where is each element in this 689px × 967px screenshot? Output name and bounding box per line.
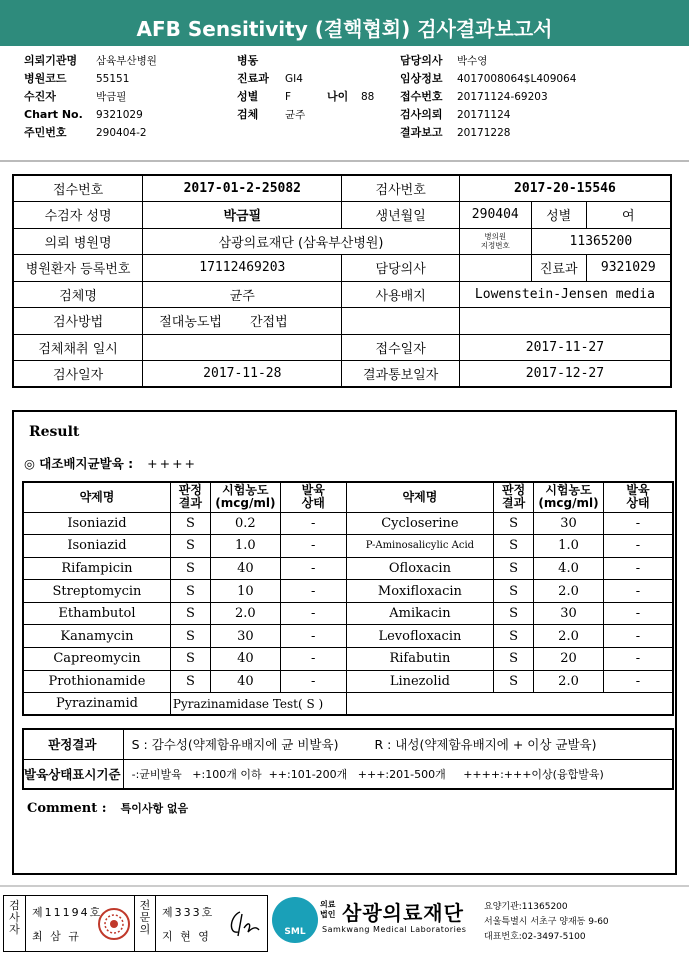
control-growth: ◎ 대조배지균발육 : ++++: [24, 456, 198, 471]
age-value: 88: [361, 91, 375, 103]
specialist-label: 전 문 의: [134, 896, 156, 951]
drug-name: Rifabutin: [346, 648, 494, 671]
growth: -: [280, 625, 346, 648]
conc: 4.0: [534, 557, 604, 580]
legend-table: [22, 728, 674, 790]
control-growth-value: ++++: [147, 456, 198, 471]
judge: S: [170, 625, 210, 648]
name-label: 수검자 성명: [13, 202, 143, 229]
table-row: [23, 602, 673, 625]
received: 2017-11-27: [459, 334, 671, 361]
info-value: 290404-2: [96, 127, 147, 139]
judge: S: [494, 648, 534, 671]
judge: S: [494, 535, 534, 558]
table-row: [23, 580, 673, 603]
divider: [0, 885, 689, 887]
judge: S: [494, 557, 534, 580]
growth: -: [280, 602, 346, 625]
info-value: 20171124-69203: [457, 91, 548, 103]
logo-name: 삼광의료재단: [342, 901, 464, 925]
growth: -: [280, 512, 346, 535]
info-col2: [237, 52, 374, 124]
contact-phone: 대표번호:02-3497-5100: [484, 932, 586, 942]
hospital-no: 11365200: [531, 228, 671, 255]
method: 절대농도법 간접법: [143, 308, 342, 335]
conc: 1.0: [210, 535, 280, 558]
divider: [0, 160, 689, 162]
conc: 30: [210, 625, 280, 648]
received-label: 접수일자: [342, 334, 459, 361]
drug-sensitivity-table: [22, 481, 674, 716]
logo-legal: 의료 법인: [320, 900, 336, 919]
contact-address: 서울특별시 서초구 양재동 9-60: [484, 917, 609, 927]
growth: -: [603, 602, 673, 625]
medium-label: 사용배지: [342, 281, 459, 308]
info-label: 의뢰기관명: [24, 54, 78, 67]
judge: S: [494, 512, 534, 535]
table-row: [23, 648, 673, 671]
dob: 290404: [459, 202, 531, 229]
info-label: 검사의뢰: [400, 108, 443, 121]
growth-legend-label: 발육상태표시기준: [23, 759, 123, 789]
conc: 30: [534, 512, 604, 535]
header-judge: 판정 결과: [494, 482, 534, 512]
judge-legend: [123, 729, 673, 759]
judge: S: [170, 535, 210, 558]
judge: S: [170, 580, 210, 603]
pza-name: Pyrazinamid: [23, 693, 170, 716]
info-label: 결과보고: [400, 126, 443, 139]
info-value: 박금필: [96, 91, 127, 103]
judge: S: [170, 648, 210, 671]
report-title: AFB Sensitivity (결핵협회) 검사결과보고서: [0, 0, 689, 46]
hospital-label: 의뢰 병원명: [13, 228, 143, 255]
doctor: [459, 255, 531, 282]
dept-label: 진료과: [531, 255, 586, 282]
judge: S: [170, 512, 210, 535]
sex-label: 성별: [531, 202, 586, 229]
info-label: Chart No.: [24, 108, 83, 121]
dept: 9321029: [586, 255, 671, 282]
growth: -: [280, 535, 346, 558]
conc: 10: [210, 580, 280, 603]
tester-label: 검 사 자: [4, 896, 26, 951]
contact-info: [484, 900, 609, 945]
conc: 2.0: [534, 670, 604, 693]
growth: -: [280, 670, 346, 693]
drug-name: Cycloserine: [346, 512, 494, 535]
tester-license: 제11194호: [32, 906, 103, 919]
drug-name: Ethambutol: [23, 602, 170, 625]
judge: S: [170, 670, 210, 693]
info-value: 55151: [96, 73, 130, 85]
specialist-name: 지 현 영: [162, 930, 211, 943]
medium: Lowenstein-Jensen media: [459, 281, 671, 308]
drug-name: Prothionamide: [23, 670, 170, 693]
doctor-label: 담당의사: [342, 255, 459, 282]
growth: -: [603, 670, 673, 693]
drug-name: Ofloxacin: [346, 557, 494, 580]
comment-text: 특이사항 없음: [120, 802, 189, 815]
info-col1: [24, 52, 157, 142]
conc: 2.0: [210, 602, 280, 625]
receipt-no: 2017-01-2-25082: [143, 175, 342, 202]
info-label: 임상정보: [400, 72, 443, 85]
judge: S: [170, 602, 210, 625]
specialist-license: 제333호: [162, 906, 215, 919]
conc: 2.0: [534, 580, 604, 603]
table-row: [23, 512, 673, 535]
growth: -: [280, 648, 346, 671]
test-date-label: 검사일자: [13, 361, 143, 388]
specimen: 균주: [143, 281, 342, 308]
age-label: 나이: [327, 90, 349, 103]
judge: S: [494, 670, 534, 693]
pza-value: Pyrazinamidase Test( S ): [170, 693, 346, 716]
header-growth: 발육 상태: [603, 482, 673, 512]
info-label: 병동: [237, 54, 259, 67]
drug-name: Isoniazid: [23, 512, 170, 535]
info-label: 진료과: [237, 72, 269, 85]
hospital: 삼광의료재단 (삼육부산병원): [143, 228, 460, 255]
header-growth: 발육 상태: [280, 482, 346, 512]
collect: [143, 334, 342, 361]
empty-cell: [342, 308, 459, 335]
table-row: [23, 625, 673, 648]
pza-row: [23, 693, 673, 716]
growth: -: [603, 557, 673, 580]
drug-name: Kanamycin: [23, 625, 170, 648]
notice-label: 결과통보일자: [342, 361, 459, 388]
reg-no-label: 병원환자 등록번호: [13, 255, 143, 282]
contact-code: 요양기관:11365200: [484, 902, 568, 912]
specimen-label: 검체명: [13, 281, 143, 308]
growth: -: [603, 648, 673, 671]
test-no-label: 검사번호: [342, 175, 459, 202]
conc: 40: [210, 670, 280, 693]
info-label: 검체: [237, 108, 259, 121]
comment: Comment : 특이사항 없음: [27, 801, 189, 816]
test-no: 2017-20-15546: [459, 175, 671, 202]
header-conc: 시험농도 (mcg/ml): [210, 482, 280, 512]
reg-no: 17112469203: [143, 255, 342, 282]
seal-icon: [97, 904, 131, 944]
info-label: 접수번호: [400, 90, 443, 103]
logo-english: Samkwang Medical Laboratories: [322, 925, 467, 934]
result-title: Result: [29, 424, 80, 440]
empty-cell: [459, 308, 671, 335]
info-value: 4017008064$L409064: [457, 73, 577, 85]
drug-name: Rifampicin: [23, 557, 170, 580]
signature-icon: [226, 908, 262, 940]
logo-icon: SML: [272, 897, 318, 943]
method-label: 검사방법: [13, 308, 143, 335]
growth: -: [603, 580, 673, 603]
drug-name: P-Aminosalicylic Acid: [346, 535, 494, 558]
info-label: 병원코드: [24, 72, 67, 85]
growth: -: [280, 580, 346, 603]
conc: 40: [210, 648, 280, 671]
drug-name: Streptomycin: [23, 580, 170, 603]
growth-legend: -:균비발육 +:100개 이하 ++:101-200개 +++:201-500개 ++++:+++이상(융합발육): [123, 759, 673, 789]
judge: S: [494, 625, 534, 648]
drug-name: Capreomycin: [23, 648, 170, 671]
drug-name: Moxifloxacin: [346, 580, 494, 603]
conc: 40: [210, 557, 280, 580]
judge: S: [494, 602, 534, 625]
receipt-no-label: 접수번호: [13, 175, 143, 202]
drug-name: Amikacin: [346, 602, 494, 625]
conc: 0.2: [210, 512, 280, 535]
test-date: 2017-11-28: [143, 361, 342, 388]
judge: S: [170, 557, 210, 580]
growth: -: [603, 512, 673, 535]
info-value: 20171124: [457, 109, 511, 121]
drug-name: Levofloxacin: [346, 625, 494, 648]
info-value: F: [285, 91, 292, 103]
result-box: [12, 410, 677, 875]
conc: 1.0: [534, 535, 604, 558]
info-value: GI4: [285, 73, 303, 85]
empty-cell: [346, 693, 673, 716]
conc: 20: [534, 648, 604, 671]
hospital-no-label: 병의원 지정번호: [459, 228, 531, 255]
info-label: 주민번호: [24, 126, 67, 139]
info-value: 박수영: [457, 55, 488, 67]
sex: 여: [586, 202, 671, 229]
notice: 2017-12-27: [459, 361, 671, 388]
info-value: 20171228: [457, 127, 511, 139]
judge-s: S : 감수성(약제함유배지에 균 비발육): [131, 737, 339, 753]
table-row: [23, 557, 673, 580]
judge-legend-label: 판정결과: [23, 729, 123, 759]
conc: 30: [534, 602, 604, 625]
info-label: 담당의사: [400, 54, 443, 67]
growth: -: [280, 557, 346, 580]
judge: S: [494, 580, 534, 603]
specimen-info-table: [12, 174, 672, 388]
collect-label: 검체채취 일시: [13, 334, 143, 361]
header-conc: 시험농도 (mcg/ml): [534, 482, 604, 512]
info-value: 삼육부산병원: [96, 55, 157, 67]
patient-name: 박금필: [143, 202, 342, 229]
header-drug: 약제명: [23, 482, 170, 512]
header-judge: 판정 결과: [170, 482, 210, 512]
table-row: [23, 535, 673, 558]
info-label: 수진자: [24, 90, 56, 103]
info-value: 균주: [285, 109, 306, 121]
info-label: 성별: [237, 90, 259, 103]
growth: -: [603, 535, 673, 558]
conc: 2.0: [534, 625, 604, 648]
tester-name: 최 삼 규: [32, 930, 81, 943]
info-value: 9321029: [96, 109, 143, 121]
drug-name: Isoniazid: [23, 535, 170, 558]
drug-name: Linezolid: [346, 670, 494, 693]
dob-label: 생년월일: [342, 202, 459, 229]
info-col3: [400, 52, 576, 142]
growth: -: [603, 625, 673, 648]
header-drug: 약제명: [346, 482, 494, 512]
judge-r: R : 내성(약제함유배지에 + 이상 균발육): [374, 737, 597, 753]
table-row: [23, 670, 673, 693]
signature-box: [3, 895, 268, 952]
